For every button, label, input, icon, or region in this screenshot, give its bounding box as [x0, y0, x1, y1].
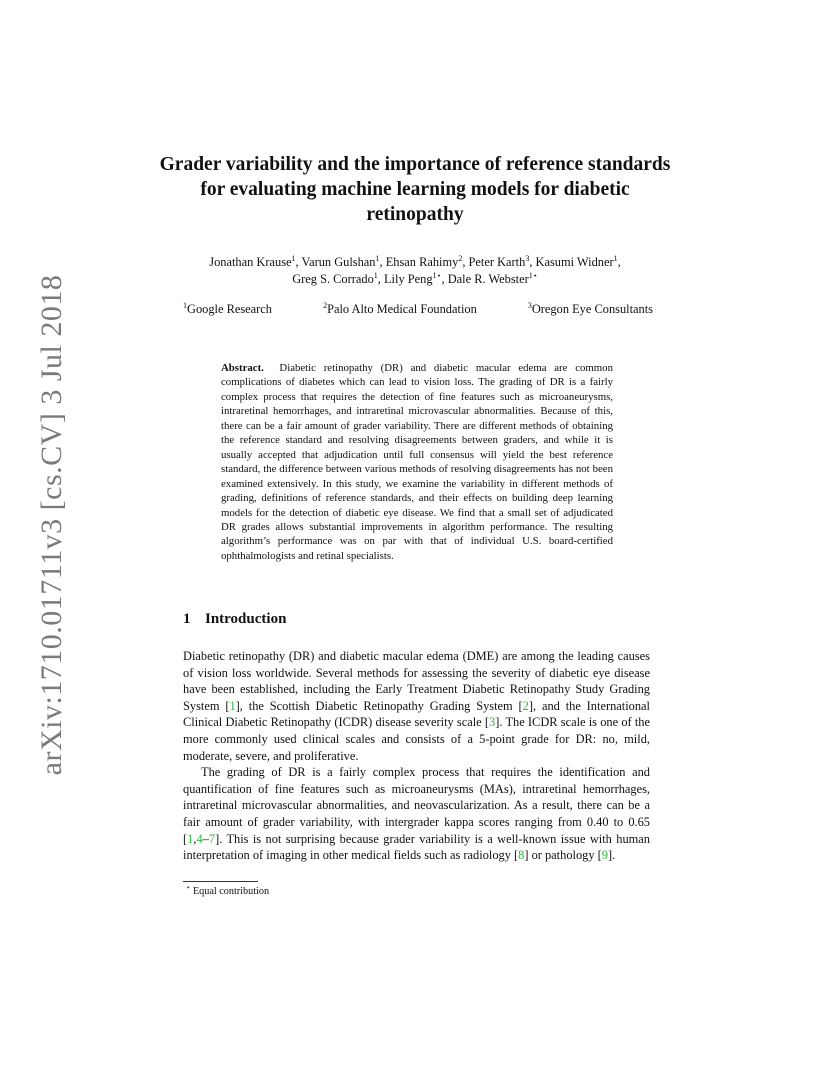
- affiliation-name: Oregon Eye Consultants: [531, 302, 653, 316]
- author: Ehsan Rahimy$^2$,: [385, 253, 469, 269]
- citation-link[interactable]: 1: [229, 698, 236, 713]
- introduction-body: [183, 648, 650, 864]
- author-affiliation-mark: 1: [613, 253, 618, 263]
- citation-link[interactable]: 8: [518, 848, 525, 863]
- author-affiliation-mark: 1: [375, 253, 380, 263]
- affiliation-list: [183, 302, 653, 317]
- paragraph-text: The grading of DR is a fairly complex process that requires the identification and quantification of fine features such as microaneurysms (MAs), intraretinal hemorrhages, intraretinal microvascular abnormalities, and neovascularization. As a result, there can be a fair amount of grader variability, with intergrader kappa scores ranging from 0.40 to 0.65 [: [183, 765, 650, 846]
- paragraph-text: ].: [607, 848, 616, 863]
- author-affiliation-mark: 1: [291, 253, 296, 263]
- author: Jonathan Krause$^1$,: [209, 253, 302, 269]
- author-name: Varun Gulshan: [301, 255, 376, 269]
- paragraph-text: Diabetic retinopathy (DR) and diabetic macular edema (DME) are among the leading causes of vision loss worldwide. Several methods for assessing the severity of diabetic eye disease have been established, including the Early Treatment Diabetic Retinopathy Study Grading System [: [183, 649, 650, 713]
- author-name: Kasumi Widner: [535, 255, 614, 269]
- author-name: Ehsan Rahimy: [385, 255, 459, 269]
- author: Lily Peng$^{1⋆}$,: [383, 270, 448, 286]
- citation-link[interactable]: 1: [187, 831, 194, 846]
- paragraph: [183, 648, 650, 764]
- citation-link[interactable]: 4: [196, 831, 203, 846]
- section-number: 1: [183, 611, 191, 627]
- citation-link[interactable]: 7: [208, 831, 216, 846]
- affiliation-name: Palo Alto Medical Foundation: [327, 302, 477, 316]
- abstract: [221, 361, 613, 563]
- author-affiliation-mark: 1⋆: [528, 270, 538, 280]
- author: Peter Karth$^3$,: [468, 253, 536, 269]
- paragraph: [183, 764, 650, 864]
- author-list: [150, 254, 680, 288]
- arxiv-id: arXiv:1710.01711v3 [cs.CV] 3 Jul 2018: [35, 274, 68, 776]
- author: Kasumi Widner$^1$,: [535, 253, 621, 269]
- affiliation-mark: 2: [323, 300, 328, 310]
- author: Greg S. Corrado$^1$,: [292, 270, 384, 286]
- paper-title: Grader variability and the importance of reference standards for evaluating machine learning models for diabetic retinopathy: [159, 154, 671, 225]
- section-heading: [183, 611, 286, 628]
- section-title: Introduction: [205, 611, 287, 627]
- author-name: Greg S. Corrado: [292, 272, 374, 286]
- author-name: Lily Peng: [383, 272, 433, 286]
- author: [448, 272, 538, 286]
- abstract-text: Diabetic retinopathy (DR) and diabetic macular edema are common complications of diabetes which can lead to vision loss. The grading of DR is a fairly complex process that requires the detection of fine features such as microaneurysms, intraretinal hemorrhages, and intraretinal microvascular abnormalities. Because of this, there can be a fair amount of grader variability. There are different methods of obtaining the reference standard and resolving disagreements between graders, and while it is usually accepted that adjudication until full consensus will yield the best reference standard, the difference between various methods of resolving disagreements has not been examined extensively. In this study, we examine the variability in different methods of grading, definitions of reference standards, and their effects on building deep learning models for the detection of diabetic eye disease. We find that a small set of adjudicated DR grades allows substantial improvements in algorithm performance. The resulting algorithm’s performance was on par with that of individual U.S. board-certified ophthalmologists and retinal specialists.: [221, 362, 613, 562]
- paragraph-text: ,: [193, 831, 197, 846]
- paragraph-text: ], the Scottish Diabetic Retinopathy Grading System [: [235, 698, 523, 713]
- author-affiliation-mark: 1⋆: [432, 270, 442, 280]
- footnote-rule: [183, 881, 258, 882]
- paragraph-text: ]. The ICDR scale is one of the more commonly used clinical scales and consists of a 5-point grade for DR: no, mild, moderate, severe, and proliferative.: [183, 715, 650, 763]
- footnote: [186, 883, 270, 897]
- paragraph-text: ] or pathology [: [524, 848, 602, 863]
- author-affiliation-mark: 1: [373, 270, 378, 280]
- footnote-text: Equal contribution: [192, 886, 270, 897]
- author-affiliation-mark: 3: [525, 253, 530, 263]
- paragraph-text: ], and the International Clinical Diabetic Retinopathy (ICDR) disease severity scale [: [183, 698, 650, 730]
- affiliation: [528, 302, 653, 317]
- citation-link[interactable]: 9: [601, 848, 608, 863]
- footnote-mark: ⋆: [186, 883, 191, 892]
- abstract-label: Abstract.: [221, 362, 264, 374]
- affiliation: [183, 302, 272, 317]
- paragraph-text: –: [202, 831, 209, 846]
- author-name: Jonathan Krause: [209, 255, 292, 269]
- paragraph-text: ]. This is not surprising because grader variability is a well-known issue with human interpretation of imaging in other medical fields such as radiology [: [183, 831, 650, 863]
- affiliation-name: Google Research: [187, 302, 272, 316]
- affiliation-mark: 1: [183, 300, 187, 310]
- author-name: Dale R. Webster: [447, 272, 529, 286]
- author-affiliation-mark: 2: [458, 253, 463, 263]
- author-name: Peter Karth: [468, 255, 526, 269]
- author: Varun Gulshan$^1$,: [301, 253, 386, 269]
- citation-link[interactable]: 3: [489, 715, 496, 730]
- affiliation: [323, 302, 477, 317]
- citation-link[interactable]: 2: [522, 698, 529, 713]
- affiliation-mark: 3: [527, 300, 532, 310]
